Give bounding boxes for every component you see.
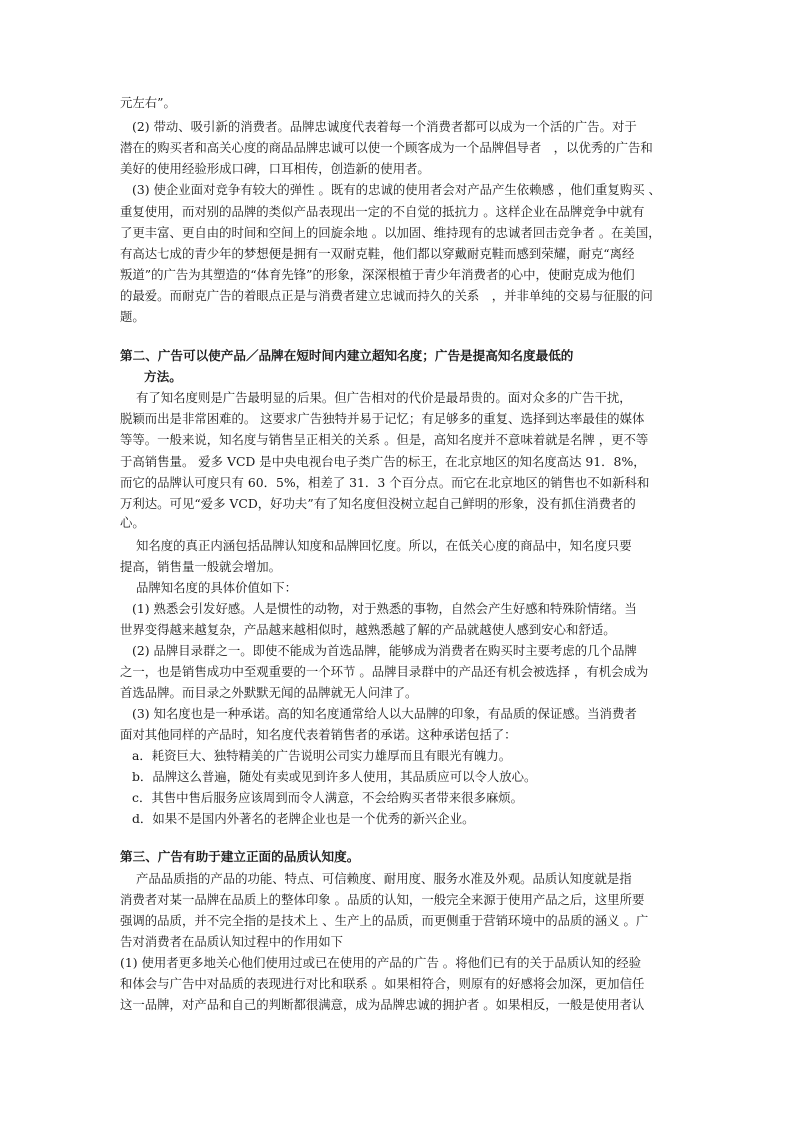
text-line: 世界变得越来越复杂，产品越来越相似时，越熟悉越了解的产品就越使人感到安心和舒适。 <box>120 622 616 637</box>
text-line: 美好的使用经验形成口碑，口耳相传，创造新的使用者。 <box>120 161 430 176</box>
section-heading: 第三、广告有助于建立正面的品质认知度。 <box>120 849 360 864</box>
text-line: (1) 使用者更多地关心他们使用过或已在使用的产品的广告 。将他们已有的关于品质认知的经验 <box>120 955 642 970</box>
list-item: b．品牌这么普遍，随处有卖或见到许多人使用，其品质应可以令人放心。 <box>132 769 537 784</box>
text-line: 这一品牌，对产品和自己的判断都很满意，成为品牌忠诚的拥护者 。如果相反，一般是使用者认 <box>120 997 645 1012</box>
text-line: 于高销售量。 爱多 VCD 是中央电视台电子类广告的标王，在北京地区的知名度高达 91．8%， <box>120 454 646 469</box>
text-line: 首选品牌。而目录之外默默无闻的品牌就无人问津了。 <box>120 685 418 700</box>
text-line: (3) 使企业面对竞争有较大的弹性 。既有的忠诚的使用者会对产品产生依赖感 ，他们重复购买 、 <box>132 182 661 197</box>
text-line: 题。 <box>120 309 145 324</box>
text-line: 潜在的购买者和高关心度的商品品牌忠诚可以使一个顾客成为一个品牌倡导者 ，以优秀的广告和 <box>120 140 653 155</box>
text-line: (2) 品牌目录群之一。即使不能成为首选品牌，能够成为消费者在购买时主要考虑的几个品牌 <box>132 643 637 658</box>
section-heading: 方法。 <box>144 369 182 384</box>
text-line: 告对消费者在品质认知过程中的作用如下 <box>120 934 344 949</box>
text-line: 元左右”。 <box>120 95 176 110</box>
section-heading: 第二、广告可以使产品／品牌在短时间内建立超知名度；广告是提高知名度最低的 <box>120 348 574 363</box>
text-line: 了更丰富、更自由的时间和空间上的回旋余地 。以加固、维持现有的忠诚者回击竞争者 。在美国， <box>120 225 661 240</box>
text-line: 有了知名度则是广告最明显的后果。但广告相对的代价是最昂贵的。面对众多的广告干扰， <box>136 390 632 405</box>
text-line: 重复使用，而对别的品牌的类似产品表现出一定的不自觉的抵抗力 。这样企业在品牌竞争中就有 <box>120 204 645 219</box>
text-line: 脱颖而出是非常困难的。 这要求广告独特并易于记忆；有足够多的重复、选择到达率最佳的媒体 <box>120 411 645 426</box>
text-line: 产品品质指的产品的功能、特点、可信赖度、耐用度、服务水准及外观。品质认知度就是指 <box>136 871 632 886</box>
list-item: c．其售中售后服务应该周到而令人满意，不会给购买者带来很多麻烦。 <box>132 790 524 805</box>
text-line: 之一，也是销售成功中至观重要的一个环节 。品牌目录群中的产品还有机会被选择 ，有机会成为 <box>120 664 649 679</box>
text-line: 叛道”的广告为其塑造的“体育先锋”的形象，深深根植于青少年消费者的心中，使耐克成为他们 <box>120 267 635 282</box>
text-line: 和体会与广告中对品质的表现进行对比和联系 。如果相符合，则原有的好感将会加深，更加信任 <box>120 976 645 991</box>
text-line: (1) 熟悉会引发好感。人是惯性的动物，对于熟悉的事物，自然会产生好感和特殊阶情绪。当 <box>132 601 637 616</box>
text-line: 而它的品牌认可度只有 60．5%，相差了 31．3 个百分点。而它在北京地区的销售也不如新科和 <box>120 475 650 490</box>
text-line: 等等。一般来说，知名度与销售呈正相关的关系 。但是，高知名度并不意味着就是名牌 ，更不等 <box>120 432 649 447</box>
text-line: 面对其他同样的产品时，知名度代表着销售者的承诺。这种承诺包括了： <box>120 727 517 742</box>
text-line: 消费者对某一品牌在品质上的整体印象 。品质的认知，一般完全来源于使用产品之后，这里所要 <box>120 892 645 907</box>
text-line: 的最爱。而耐克广告的着眼点正是与消费者建立忠诚而持久的关系 ，并非单纯的交易与征服的问 <box>120 288 653 303</box>
text-line: (2) 带动、吸引新的消费者。品牌忠诚度代表着每一个消费者都可以成为一个活的广告。对于 <box>132 119 637 134</box>
text-line: 心。 <box>120 515 145 530</box>
text-line: 万利达。可见“爱多 VCD，好功夫”有了知名度但没树立起自己鲜明的形象，没有抓住消费者的 <box>120 496 636 511</box>
text-line: 知名度的真正内涵包括品牌认知度和品牌回忆度。所以，在低关心度的商品中，知名度只要 <box>136 538 632 553</box>
text-line: 提高，销售量一般就会增加。 <box>120 559 282 574</box>
text-line: 品牌知名度的具体价值如下： <box>136 580 298 595</box>
list-item: a．耗资巨大、独特精美的广告说明公司实力雄厚而且有眼光有魄力。 <box>132 748 512 763</box>
text-line: 强调的品质，并不完全指的是技术上 、生产上的品质，而更侧重于营销环境中的品质的涵义 。广 <box>120 913 649 928</box>
text-line: 有高达七成的青少年的梦想便是拥有一双耐克鞋，他们都以穿戴耐克鞋而感到荣耀，耐克“离经 <box>120 246 635 261</box>
list-item: d．如果不是国内外著名的老牌企业也是一个优秀的新兴企业。 <box>132 811 475 826</box>
text-line: (3) 知名度也是一种承诺。高的知名度通常给人以大品牌的印象，有品质的保证感。当消费者 <box>132 706 637 721</box>
